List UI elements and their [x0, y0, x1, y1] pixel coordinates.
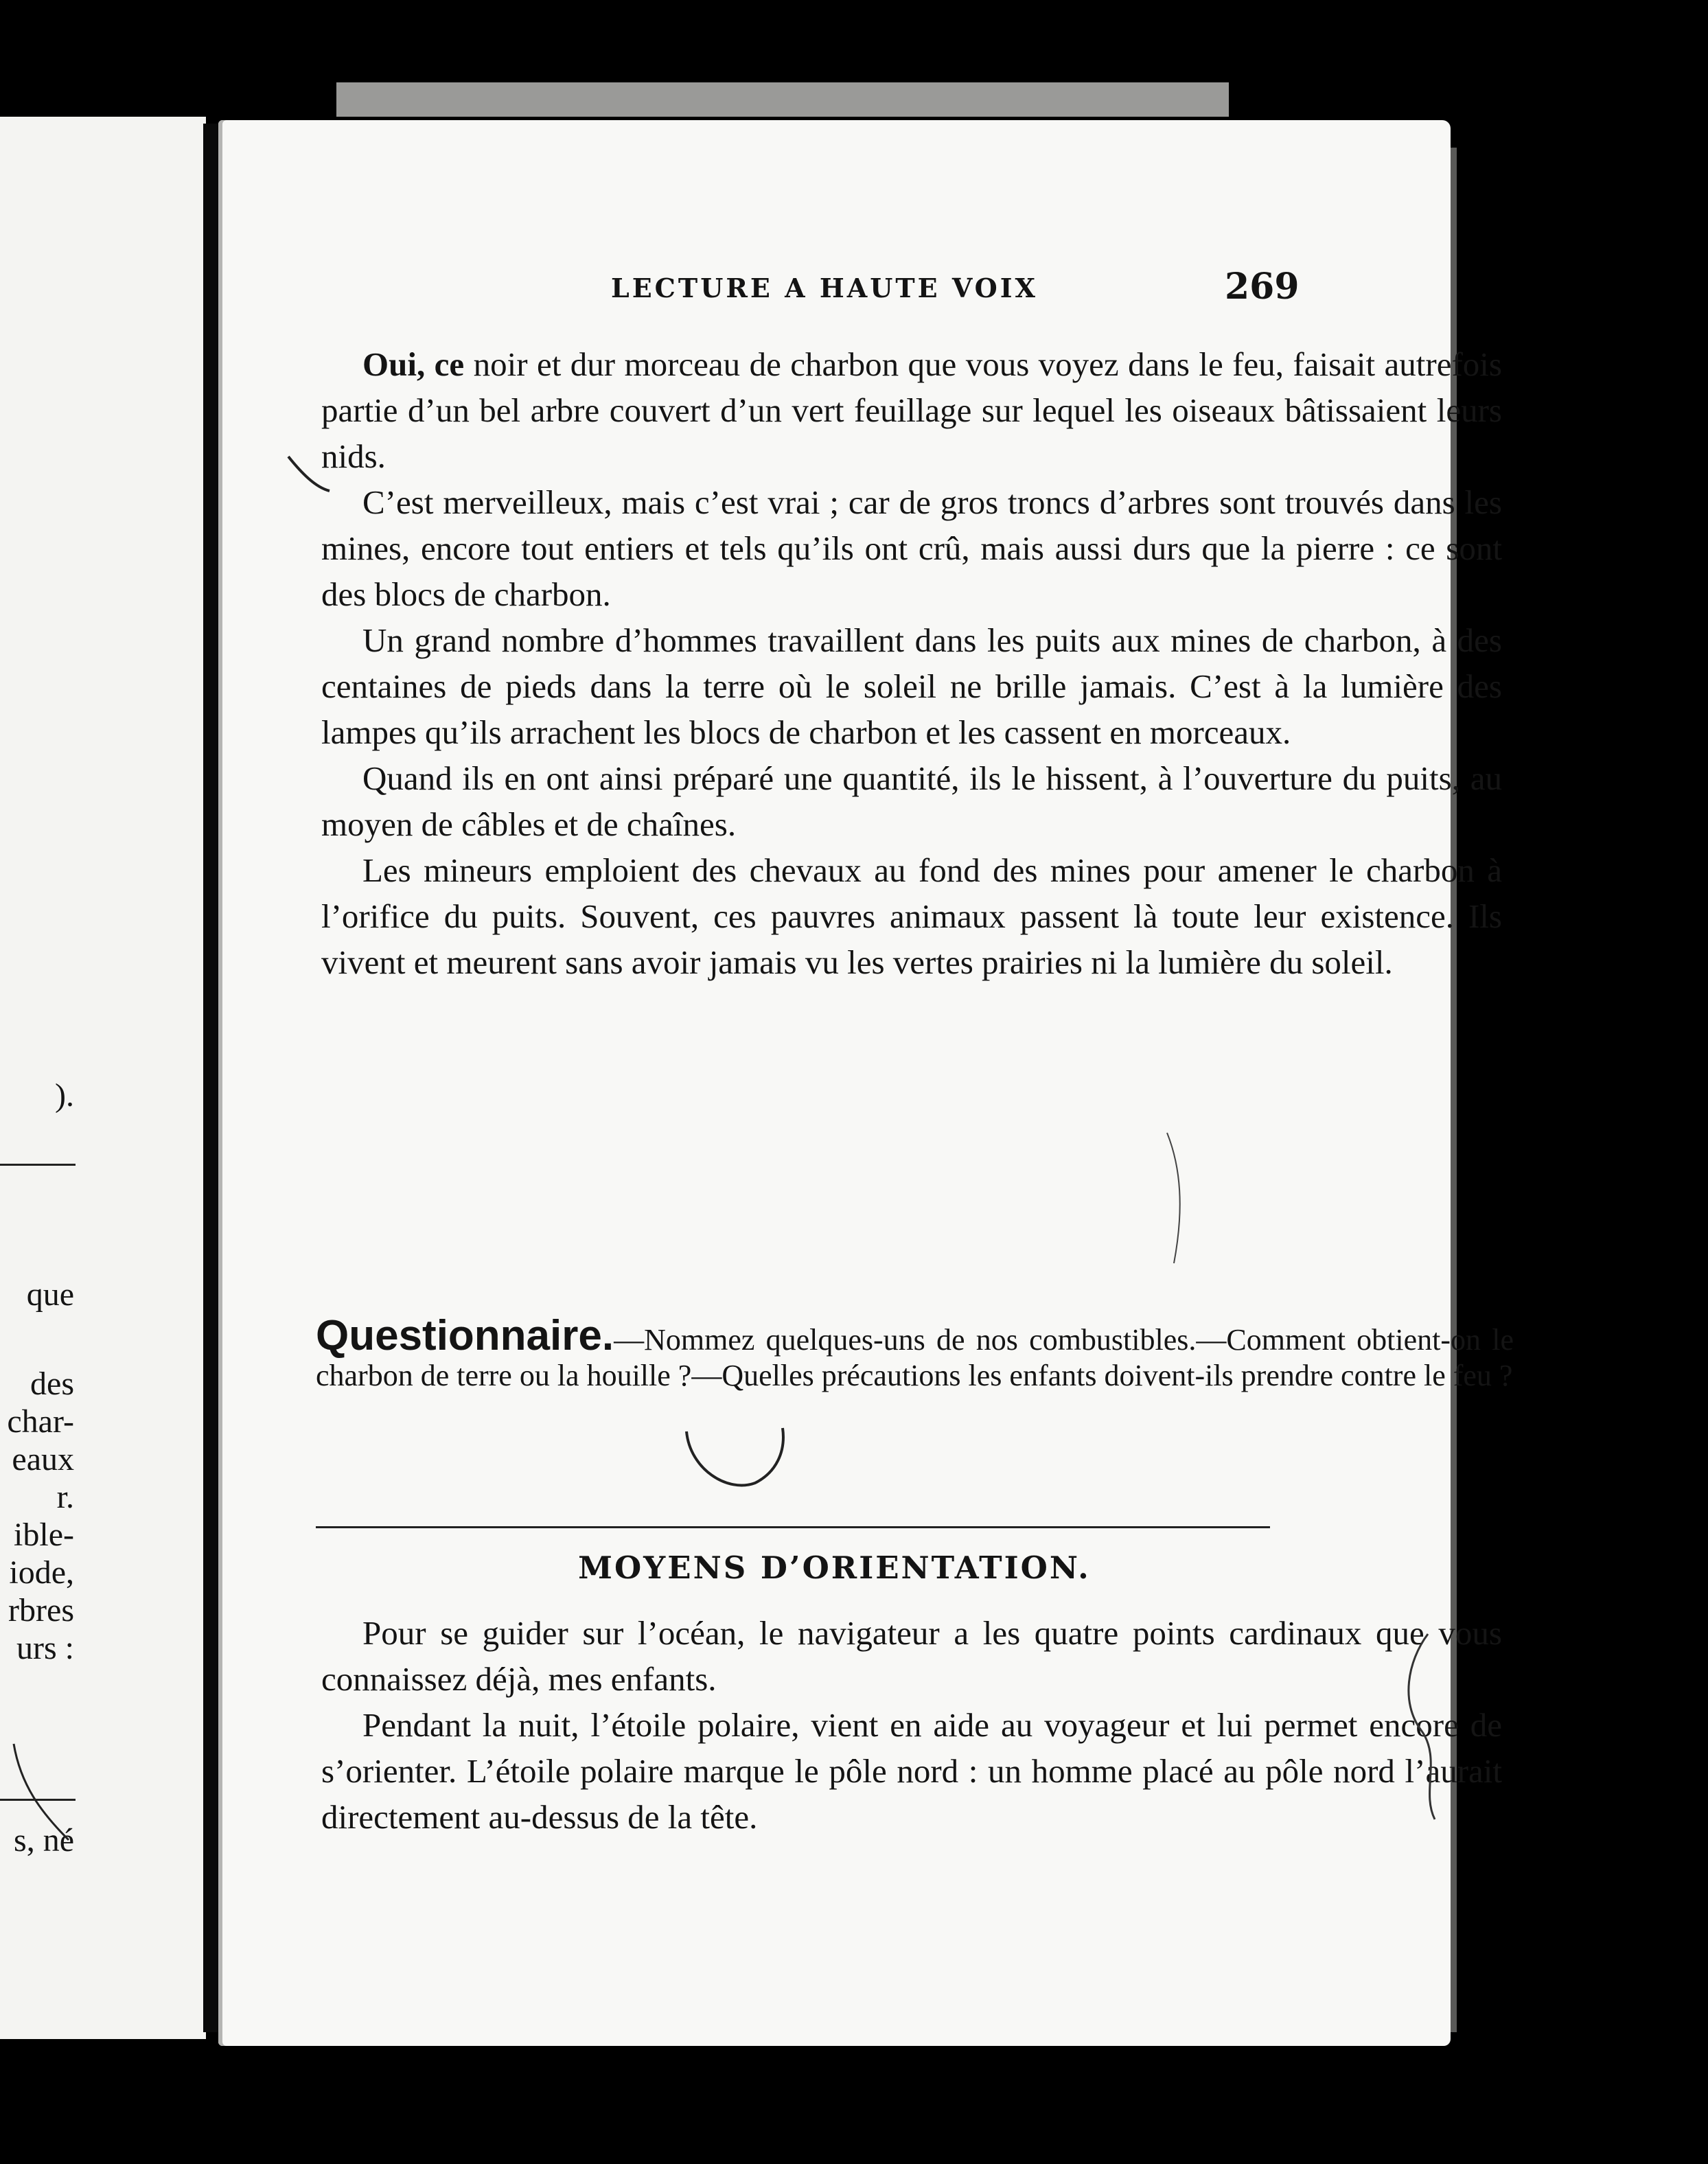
left-fragment: eaux: [12, 1441, 74, 1477]
left-fragment: rbres: [8, 1592, 74, 1628]
left-fragment: urs :: [16, 1630, 74, 1666]
running-title: LECTURE A HAUTE VOIX: [611, 273, 1039, 303]
paragraph-text: noir et dur morceau de charbon que vous voyez dans le feu, faisait autrefois partie d’un bel arbre couvert d’un vert feuillage sur lequel les oiseaux bâtissaient leurs nids.: [321, 345, 1502, 475]
paragraph: Pendant la nuit, l’étoile polaire, vient en aide au voyageur et lui permet encore de s’orienter. L’étoile polaire marque le pôle nord : un homme placé au pôle nord l’aurait directement au-dessus de la tête.: [321, 1706, 1502, 1836]
pen-scribble: [1167, 1133, 1180, 1263]
paragraph-lead: Oui, ce: [362, 345, 465, 383]
paragraph-text: Un grand nombre d’hommes travaillent dans les puits aux mines de charbon, à des centaines de pieds dans la terre où le soleil ne brille jamais. C’est à la lumière des lampes qu’ils arrachent les blocs de charbon et les cassent en morceaux.: [321, 621, 1502, 751]
pen-scribble: [686, 1428, 783, 1485]
left-fragment: ).: [55, 1077, 74, 1114]
paragraph-text: Les mineurs emploient des chevaux au fond des mines pour amener le charbon à l’orifice du puits. Souvent, ces pauvres animaux passent là toute leur existence. Ils vivent et meurent sans avoir jamais vu les vertes prairies ni la lumière du soleil.: [321, 851, 1502, 981]
left-fragment: que: [26, 1276, 74, 1313]
left-fragment: ible-: [14, 1517, 74, 1553]
left-fragment: r.: [56, 1479, 74, 1515]
paragraph-text: Quand ils en ont ainsi préparé une quantité, ils le hissent, à l’ouverture du puits, au moyen de câbles et de chaînes.: [321, 759, 1502, 843]
pen-scribble: [1409, 1634, 1435, 1819]
left-fragment: des: [30, 1366, 74, 1402]
left-fragment: s, né: [14, 1822, 74, 1858]
left-fragment: char-: [7, 1403, 74, 1440]
pen-scribble: [14, 1744, 69, 1840]
section-title: MOYENS D’ORIENTATION.: [578, 1550, 1091, 1586]
pen-scribble: [288, 457, 330, 491]
questionnaire-text: —Nommez quelques-uns de nos combustibles.—Comment obtient-on le charbon de terre ou la houille ?—Quelles précautions les enfants doivent-ils prendre contre le feu ?: [316, 1323, 1514, 1392]
paragraph: Pour se guider sur l’océan, le navigateur a les quatre points cardinaux que vous connaissez déjà, mes enfants.: [321, 1614, 1502, 1698]
questionnaire-label: Questionnaire.: [316, 1312, 614, 1359]
paragraph-text: C’est merveilleux, mais c’est vrai ; car de gros troncs d’arbres sont trouvés dans les mines, encore tout entiers et tels qu’ils ont crû, mais aussi durs que la pierre : ce sont des blocs de charbon.: [321, 483, 1502, 613]
page-number: 269: [1225, 266, 1300, 308]
left-fragment: iode,: [9, 1554, 74, 1591]
